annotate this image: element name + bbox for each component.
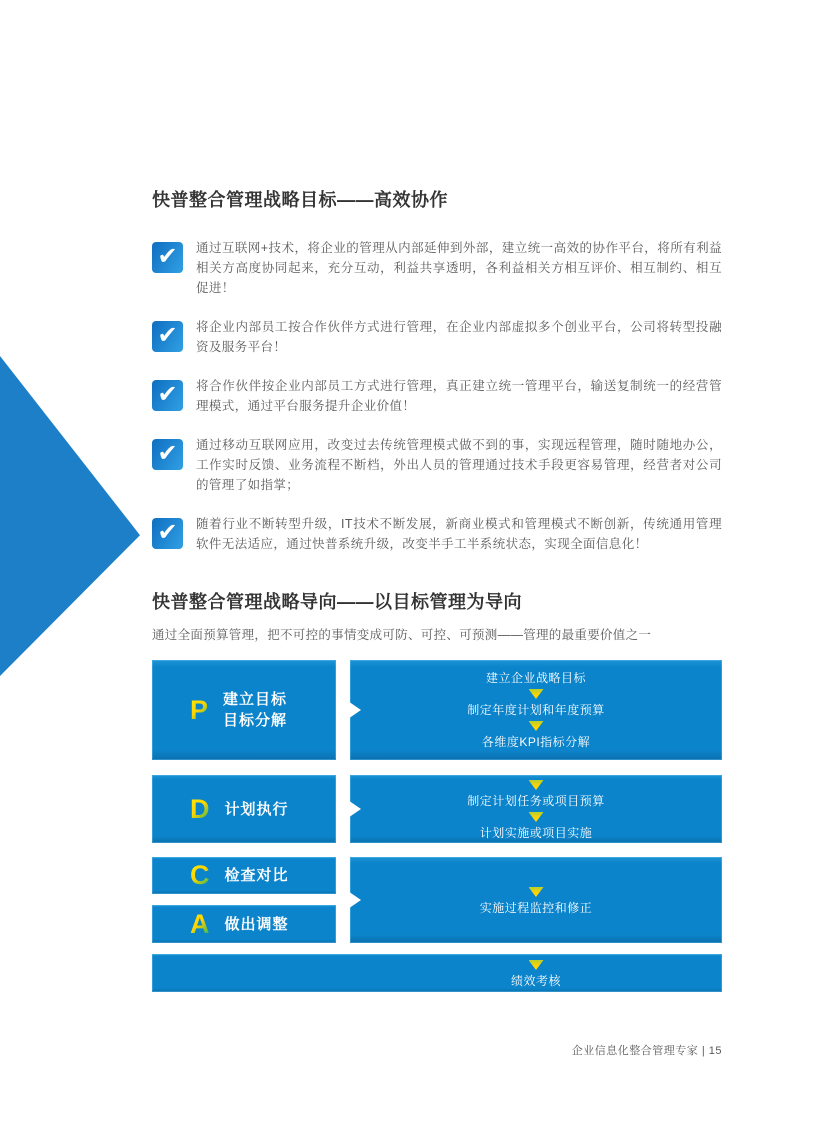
pdca-label-check: 检查对比 [224,867,289,884]
step-text: 制定年度计划和年度预算 [467,703,605,717]
pdca-label-act: 做出调整 [224,915,289,933]
step-text: 绩效考核 [510,974,561,988]
side-triangle-decoration [0,356,140,676]
pdca-label-line: 建立目标 [223,691,288,708]
pdca-final-inner [350,954,722,992]
list-item [152,435,722,495]
check-icon: ✔ [152,380,183,411]
list-item [152,514,722,554]
pdca-box-plan [152,660,336,760]
section2-subtitle: 通过全面预算管理，把不可控的事情变成可防、可控、可预测——管理的最重要价值之一 [152,628,652,642]
pdca-box-do [152,775,336,843]
bullet-list [152,238,722,554]
check-icon: ✔ [152,242,183,273]
section1-title: 快普整合管理战略目标——高效协作 [152,190,448,210]
check-icon: ✔ [152,439,183,470]
pdca-steps-do [350,775,722,843]
down-arrow-icon [529,812,544,822]
pdca-diagram [152,660,722,992]
bullet-text: 将合作伙伴按企业内部员工方式进行管理，真正建立统一管理平台，输送复制统一的经营管理模式，通过平台服务提升企业价值！ [196,379,722,413]
step-text: 实施过程监控和修正 [479,901,593,915]
pdca-label-line: 目标分解 [223,712,288,729]
pdca-letter-d: D [190,793,210,824]
bullet-text: 通过互联网+技术，将企业的管理从内部延伸到外部，建立统一高效的协作平台，将所有利益相关方高度协同起来，充分互动，利益共享透明，各利益相关方相互评价、相互制约、相互促进！ [196,241,722,295]
down-arrow-icon [529,689,544,699]
down-arrow-icon [529,887,544,897]
pdca-label-do: 计划执行 [224,800,289,818]
pdca-label-plan [223,689,287,731]
page-footer: 企业信息化整合管理专家 | 15 [571,1045,722,1057]
down-arrow-icon [529,721,544,731]
pdca-letter-p: P [190,694,209,725]
pdca-steps-check-act [350,857,722,943]
pdca-box-final [152,954,722,992]
down-arrow-icon [529,780,544,790]
step-text: 各维度KPI指标分解 [481,735,591,749]
pdca-box-check [152,857,336,894]
step-text: 计划实施或项目实施 [479,826,593,840]
pdca-box-act [152,905,336,943]
list-item [152,317,722,357]
pdca-letter-a: A [190,908,210,939]
check-icon: ✔ [152,518,183,549]
down-arrow-icon [529,960,544,970]
bullet-text: 随着行业不断转型升级，IT技术不断发展，新商业模式和管理模式不断创新，传统通用管理软件无法适应，通过快普系统升级，改变半手工半系统状态，实现全面信息化！ [196,517,722,551]
list-item [152,238,722,298]
bullet-text: 将企业内部员工按合作伙伴方式进行管理，在企业内部虚拟多个创业平台，公司将转型投融资及服务平台！ [196,320,722,354]
page-content [152,0,722,992]
step-text: 制定计划任务或项目预算 [467,794,605,808]
section2-title: 快普整合管理战略导向——以目标管理为导向 [152,592,522,612]
pdca-letter-c: C [190,860,210,890]
bullet-text: 通过移动互联网应用，改变过去传统管理模式做不到的事，实现远程管理，随时随地办公，工作实时反馈、业务流程不断档，外出人员的管理通过技术手段更容易管理，经营者对公司的管理了如指掌； [196,438,722,492]
step-text: 建立企业战略目标 [485,671,586,685]
list-item [152,376,722,416]
pdca-steps-plan [350,660,722,760]
check-icon: ✔ [152,321,183,352]
